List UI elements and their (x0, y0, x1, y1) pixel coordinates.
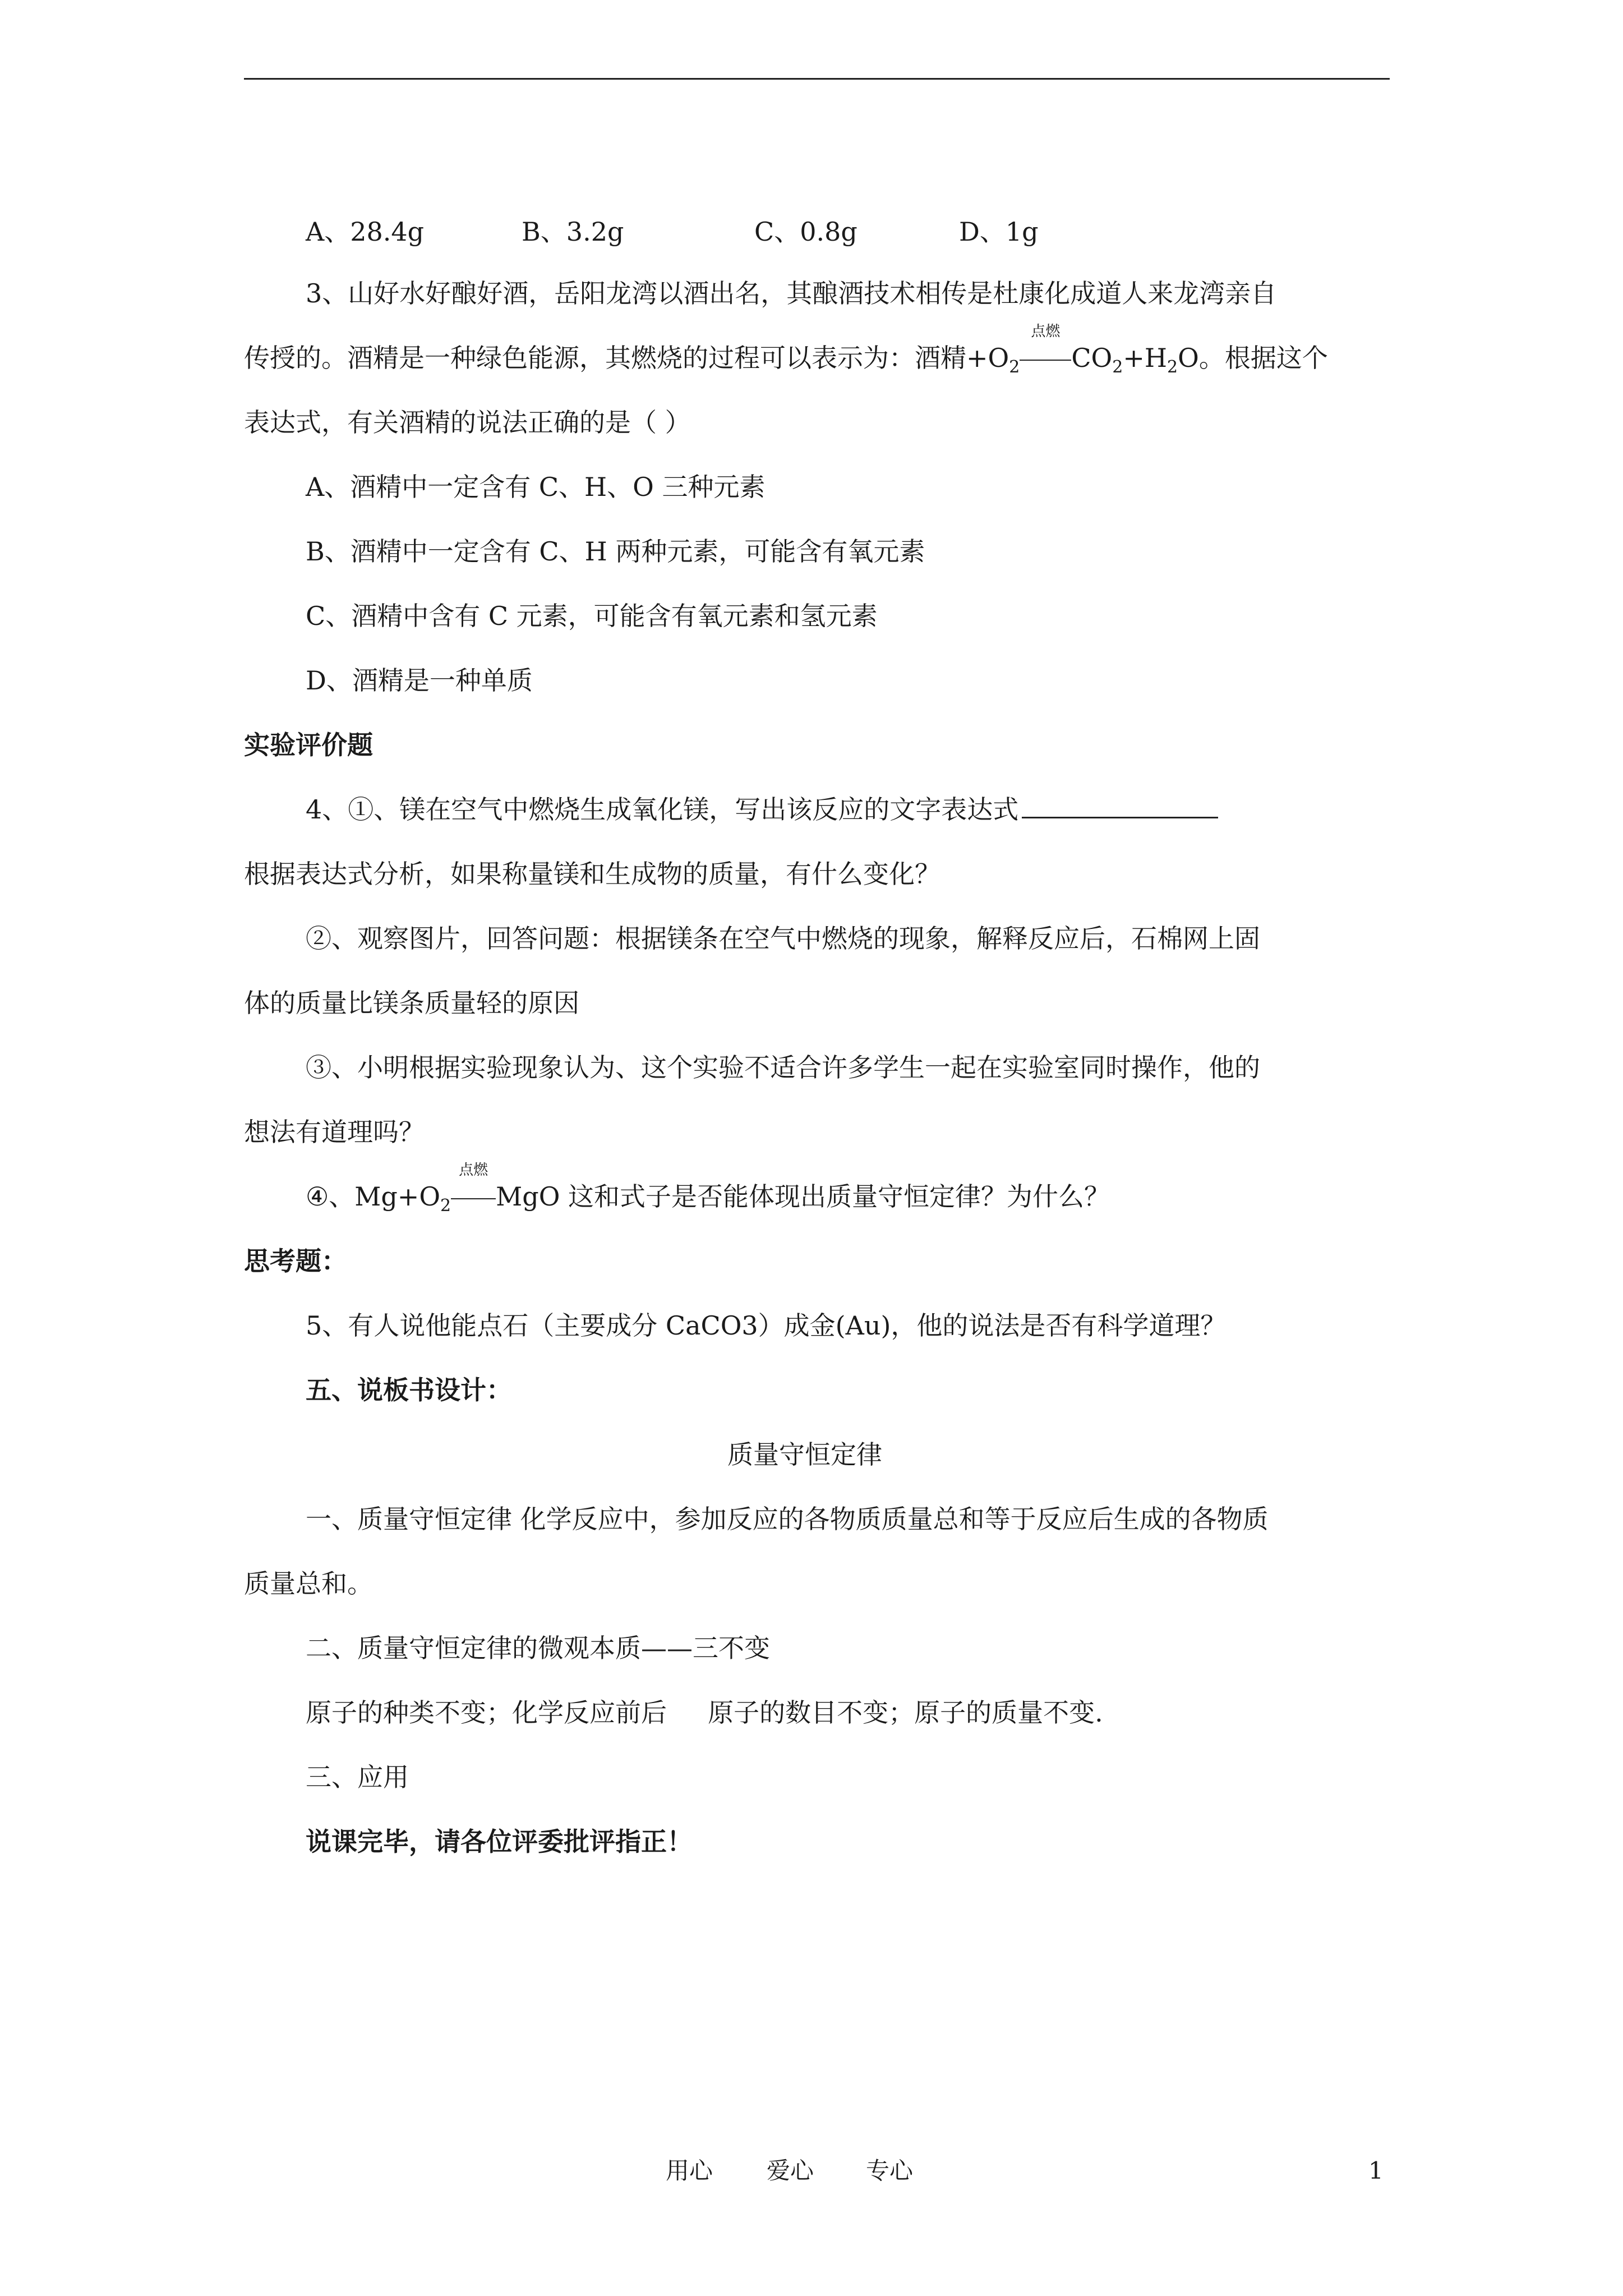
q4-o2-subscript: 2 (440, 1196, 451, 1216)
q3-line2-post: O。根据这个 (1178, 343, 1328, 373)
q2-option-b: B、3.2g (522, 217, 624, 247)
q3-h2o: +H (1123, 343, 1168, 373)
board-item2-detail: 原子的种类不变；化学反应前后 原子的数目不变；原子的质量不变. (306, 1697, 1103, 1728)
q4-condition: 点燃 (459, 1162, 488, 1179)
q3-option-d: D、酒精是一种单质 (306, 665, 533, 696)
q3-h2o-subscript: 2 (1167, 357, 1178, 378)
board-item2: 二、质量守恒定律的微观本质——三不变 (306, 1633, 770, 1663)
q3-o2-subscript: 2 (1009, 357, 1020, 378)
q4-part3-line2: 想法有道理吗？ (244, 1117, 425, 1147)
q3-reaction-arrow (1020, 323, 1071, 375)
q4-part4-post: MgO 这和式子是否能体现出质量守恒定律？为什么？ (496, 1181, 1110, 1212)
board-title: 质量守恒定律 (727, 1439, 882, 1470)
header-rule (244, 78, 1390, 80)
q3-co2-subscript: 2 (1112, 357, 1123, 378)
q4-part1-followup: 根据表达式分析，如果称量镁和生成物的质量，有什么变化？ (244, 859, 940, 889)
section-thinking-heading: 思考题： (244, 1246, 347, 1276)
q2-option-d: D、1g (959, 217, 1039, 247)
q3-line1: 3、山好水好酿好酒，岳阳龙湾以酒出名，其酿酒技术相传是杜康化成道人来龙湾亲自 (306, 278, 1277, 309)
q4-part4-pre: ④、Mg+O (306, 1181, 441, 1212)
q2-option-c: C、0.8g (754, 217, 857, 247)
answer-blank (1022, 794, 1218, 818)
footer-left: 用心 (666, 2157, 713, 2184)
closing-remark: 说课完毕，请各位评委批评指正！ (306, 1826, 693, 1857)
footer-right: 专心 (866, 2157, 914, 2184)
q4-part1 (306, 793, 1218, 826)
q3-line2-pre: 传授的。酒精是一种绿色能源，其燃烧的过程可以表示为：酒精+O (244, 343, 1009, 373)
q3-condition: 点燃 (1031, 323, 1061, 340)
q2-option-a: A、28.4g (306, 217, 425, 247)
board-item1-line1: 一、质量守恒定律 化学反应中，参加反应的各物质质量总和等于反应后生成的各物质 (306, 1504, 1269, 1534)
q4-part1-text: 4、①、镁在空气中燃烧生成氧化镁，写出该反应的文字表达式 (306, 794, 1019, 825)
footer-mid: 爱心 (767, 2157, 814, 2184)
board-item1-line2: 质量总和。 (244, 1568, 373, 1599)
q3-option-a: A、酒精中一定含有 C、H、O 三种元素 (306, 472, 766, 502)
q3-option-b: B、酒精中一定含有 C、H 两种元素，可能含有氧元素 (306, 536, 925, 567)
page-number: 1 (1368, 2157, 1384, 2184)
board-item3: 三、应用 (306, 1762, 409, 1792)
section-experiment-heading: 实验评价题 (244, 730, 373, 760)
section-board-heading: 五、说板书设计： (306, 1375, 512, 1405)
q4-part2-line2: 体的质量比镁条质量轻的原因 (244, 988, 579, 1018)
q2-options (306, 215, 1147, 249)
q5: 5、有人说他能点石（主要成分 CaCO3）成金(Au)，他的说法是否有科学道理？ (306, 1310, 1227, 1341)
q3-option-c: C、酒精中含有 C 元素，可能含有氧元素和氢元素 (306, 601, 878, 631)
q4-part2-line1: ②、观察图片，回答问题：根据镁条在空气中燃烧的现象，解释反应后，石棉网上固 (306, 923, 1260, 954)
q4-reaction-arrow (451, 1162, 496, 1213)
q3-co2: CO (1071, 343, 1113, 373)
q3-line3: 表达式，有关酒精的说法正确的是（ ） (244, 407, 691, 438)
q4-part3-line1: ③、小明根据实验现象认为、这个实验不适合许多学生一起在实验室同时操作，他的 (306, 1052, 1260, 1083)
q4-part4 (306, 1162, 1110, 1216)
q3-line2 (244, 323, 1328, 378)
